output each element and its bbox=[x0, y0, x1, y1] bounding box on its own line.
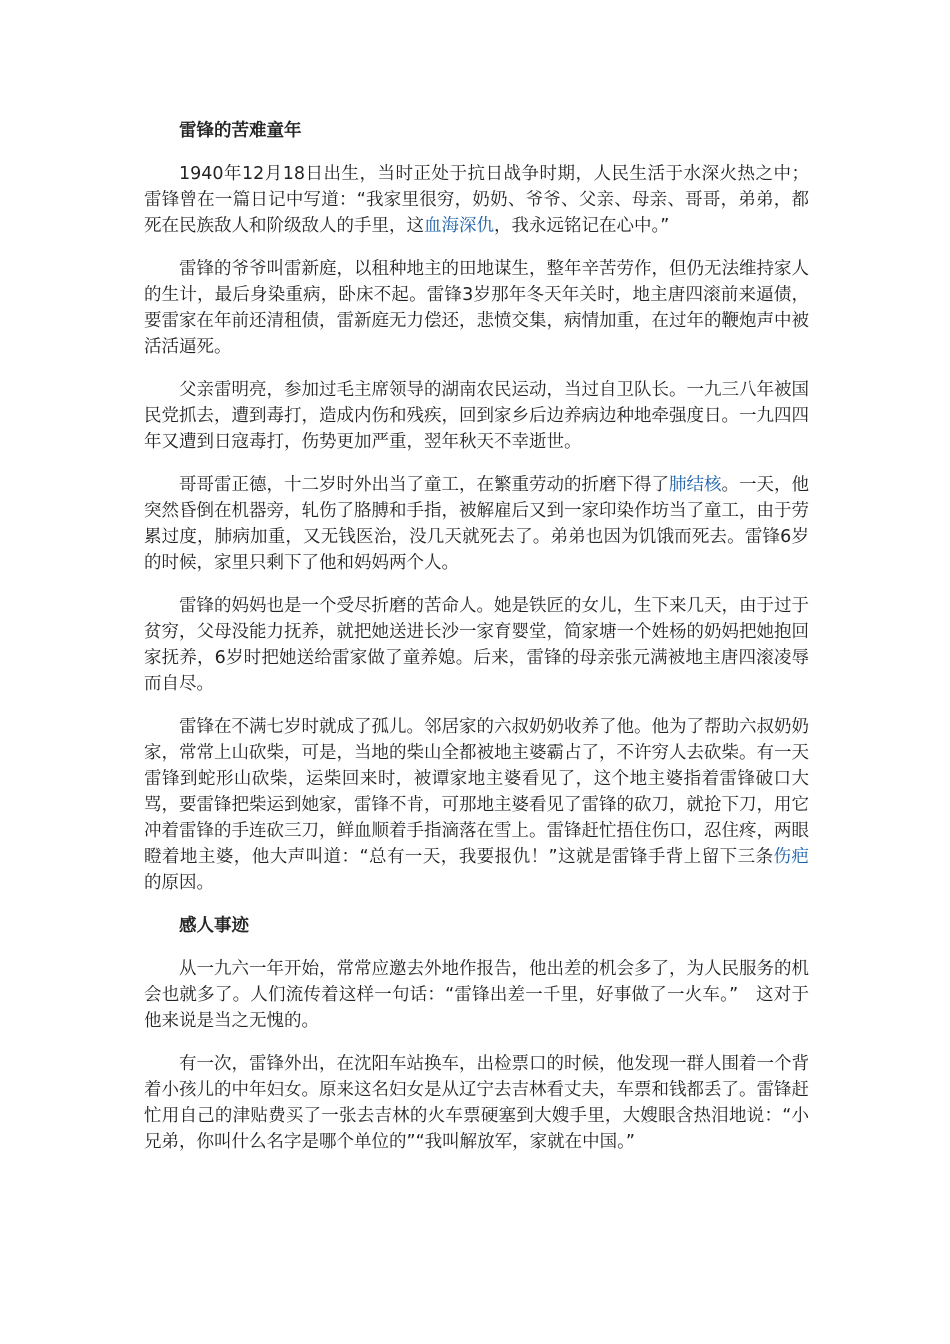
paragraph bbox=[144, 1051, 809, 1155]
paragraph-text: 的原因。 bbox=[144, 873, 214, 893]
paragraph-text: 父亲雷明亮，参加过毛主席领导的湖南农民运动，当过自卫队长。一九三八年被国民党抓去，遭到毒打，造成内伤和残疾，回到家乡后边养病边种地牵强度日。一九四四年又遭到日寇毒打，伤势更加严重，翌年秋天不幸逝世。 bbox=[144, 380, 809, 452]
paragraph-text: 雷锋的妈妈也是一个受尽折磨的苦命人。她是铁匠的女儿，生下来几天，由于过于贫穷，父母没能力抚养，就把她送进长沙一家育婴堂，简家塘一个姓杨的奶妈把她抱回家抚养，6岁时把她送给雷家做了童养媳。后来，雷锋的母亲张元满被地主唐四滚凌辱而自尽。 bbox=[144, 596, 809, 694]
paragraph-text: 从一九六一年开始，常常应邀去外地作报告，他出差的机会多了，为人民服务的机会也就多了。人们流传着这样一句话：“雷锋出差一千里，好事做了一火车。” 这对于他来说是当之无愧的。 bbox=[144, 959, 809, 1031]
paragraph-text: 哥哥雷正德，十二岁时外出当了童工，在繁重劳动的折磨下得了 bbox=[179, 475, 669, 495]
paragraph-text: 雷锋在不满七岁时就成了孤儿。邻居家的六叔奶奶收养了他。他为了帮助六叔奶奶家，常常上山砍柴，可是，当地的柴山全都被地主婆霸占了，不许穷人去砍柴。有一天雷锋到蛇形山砍柴，运柴回来时，被谭家地主婆看见了，这个地主婆指着雷锋破口大骂，要雷锋把柴运到她家，雷锋不肯，可那地主婆看见了雷锋的砍刀，就抢下刀，用它冲着雷锋的手连砍三刀，鲜血顺着手指滴落在雪上。雷锋赶忙捂住伤口，忍住疼，两眼瞪着地主婆，他大声叫道：“总有一天，我要报仇！”这就是雷锋手背上留下三条 bbox=[144, 717, 809, 867]
paragraph-text: 。一天，他突然昏倒在机器旁，轧伤了胳膊和手指，被解雇后又到一家印染作坊当了童工，由于劳累过度，肺病加重，又无钱医治，没几天就死去了。弟弟也因为饥饿而死去。雷锋6岁的时候，家里只剩下了他和妈妈两个人。 bbox=[144, 475, 809, 573]
paragraph bbox=[144, 256, 809, 360]
paragraph-text: ，我永远铭记在心中。” bbox=[494, 216, 670, 236]
paragraph bbox=[144, 593, 809, 697]
paragraph bbox=[144, 161, 809, 239]
paragraph bbox=[144, 377, 809, 455]
link-blood-feud[interactable]: 血海深仇 bbox=[424, 216, 494, 236]
section-deeds bbox=[144, 913, 809, 1155]
link-scar[interactable]: 伤疤 bbox=[773, 847, 810, 867]
article-body bbox=[144, 118, 809, 1172]
paragraph bbox=[144, 956, 809, 1034]
section-heading: 感人事迹 bbox=[179, 916, 249, 936]
paragraph-text: 1940年12月18日出生，当时正处于抗日战争时期，人民生活于水深火热之中；雷锋曾在一篇日记中写道：“我家里很穷，奶奶、爷爷、父亲、母亲、哥哥，弟弟，都死在民族敌人和阶级敌人的手里，这 bbox=[144, 164, 809, 236]
section-childhood bbox=[144, 118, 809, 896]
paragraph-text: 有一次，雷锋外出，在沈阳车站换车，出检票口的时候，他发现一群人围着一个背着小孩儿的中年妇女。原来这名妇女是从辽宁去吉林看丈夫，车票和钱都丢了。雷锋赶忙用自己的津贴费买了一张去吉林的火车票硬塞到大嫂手里，大嫂眼含热泪地说：“小兄弟，你叫什么名字是哪个单位的”“我叫解放军，家就在中国。” bbox=[144, 1054, 809, 1152]
paragraph bbox=[144, 714, 809, 896]
section-heading: 雷锋的苦难童年 bbox=[179, 121, 302, 141]
paragraph-text: 雷锋的爷爷叫雷新庭，以租种地主的田地谋生，整年辛苦劳作，但仍无法维持家人的生计，最后身染重病，卧床不起。雷锋3岁那年冬天年关时，地主唐四滚前来逼债，要雷家在年前还清租债，雷新庭无力偿还，悲愤交集，病情加重，在过年的鞭炮声中被活活逼死。 bbox=[144, 259, 809, 357]
paragraph bbox=[144, 472, 809, 576]
link-tuberculosis[interactable]: 肺结核 bbox=[669, 475, 722, 495]
